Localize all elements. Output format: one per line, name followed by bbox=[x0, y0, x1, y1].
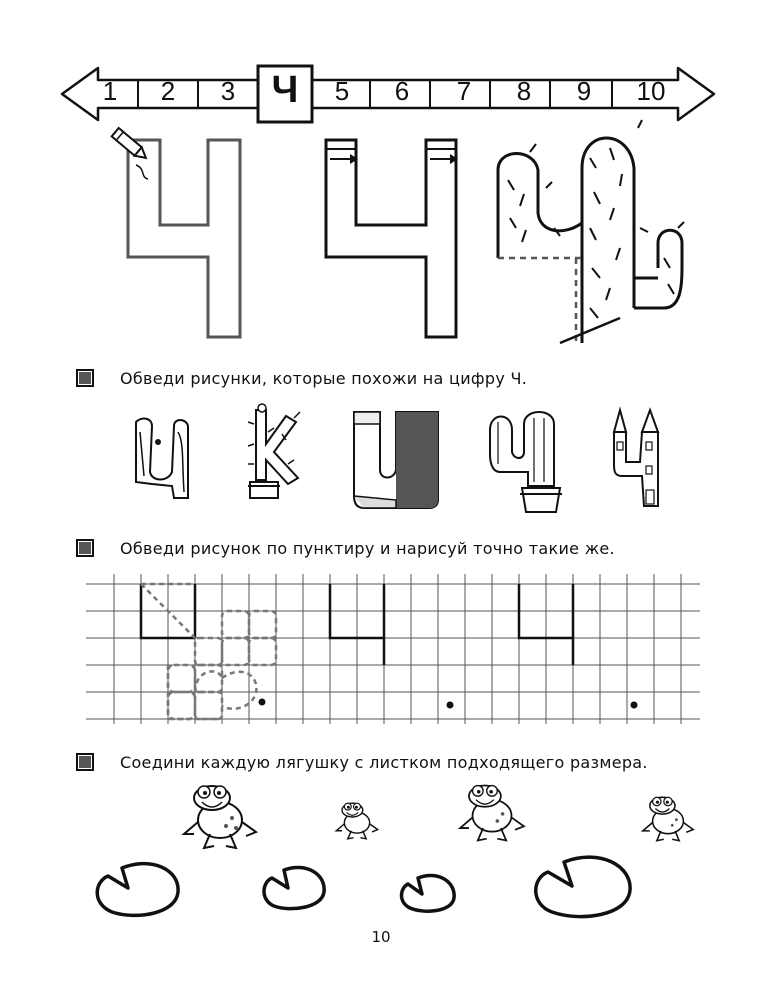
number-1: 1 bbox=[102, 76, 118, 106]
lily-pad-medium-1[interactable] bbox=[260, 864, 328, 914]
number-7: 7 bbox=[456, 76, 472, 106]
arrow-che-letter bbox=[318, 125, 458, 340]
lily-pad-small[interactable] bbox=[398, 872, 458, 916]
picture-cactus-che-pot bbox=[484, 408, 564, 518]
task-2-checkbox-icon bbox=[76, 539, 94, 557]
task-1-text: Обведи рисунки, которые похожи на цифру Ч. bbox=[120, 368, 528, 388]
picture-cactus-k bbox=[242, 404, 312, 502]
task-2-text: Обведи рисунок по пунктиру и нарисуй точно такие же. bbox=[120, 538, 615, 558]
lily-pad-large-1[interactable] bbox=[92, 858, 182, 920]
frog-small-1[interactable] bbox=[334, 800, 380, 842]
number-6: 6 bbox=[394, 76, 410, 106]
number-5: 5 bbox=[334, 76, 350, 106]
outlined-che-letter bbox=[96, 125, 246, 340]
page-number: 10 bbox=[371, 928, 391, 946]
frog-medium[interactable] bbox=[640, 794, 696, 844]
number-9: 9 bbox=[576, 76, 592, 106]
frog-large-2[interactable] bbox=[456, 782, 528, 844]
task-1-row bbox=[76, 366, 527, 390]
task-3-row bbox=[76, 750, 648, 774]
cactus-che-drawing bbox=[490, 118, 690, 348]
picture-letter-u-block bbox=[350, 408, 442, 512]
number-che-highlight: Ч bbox=[271, 69, 299, 111]
task-2-row bbox=[76, 536, 615, 560]
number-3: 3 bbox=[220, 76, 236, 106]
task-3-text: Соедини каждую лягушку с листком подходящего размера. bbox=[120, 752, 648, 772]
number-8: 8 bbox=[516, 76, 532, 106]
picture-castle-che bbox=[608, 406, 668, 510]
task-3-checkbox-icon bbox=[76, 753, 94, 771]
picture-person-che bbox=[128, 412, 198, 502]
pencil-icon bbox=[112, 128, 150, 162]
number-2: 2 bbox=[160, 76, 176, 106]
number-10: 10 bbox=[636, 76, 666, 106]
frog-large-1[interactable] bbox=[180, 782, 260, 852]
task-1-checkbox-icon bbox=[76, 369, 94, 387]
tracing-grid bbox=[86, 574, 706, 724]
lily-pad-large-2[interactable] bbox=[530, 852, 634, 922]
